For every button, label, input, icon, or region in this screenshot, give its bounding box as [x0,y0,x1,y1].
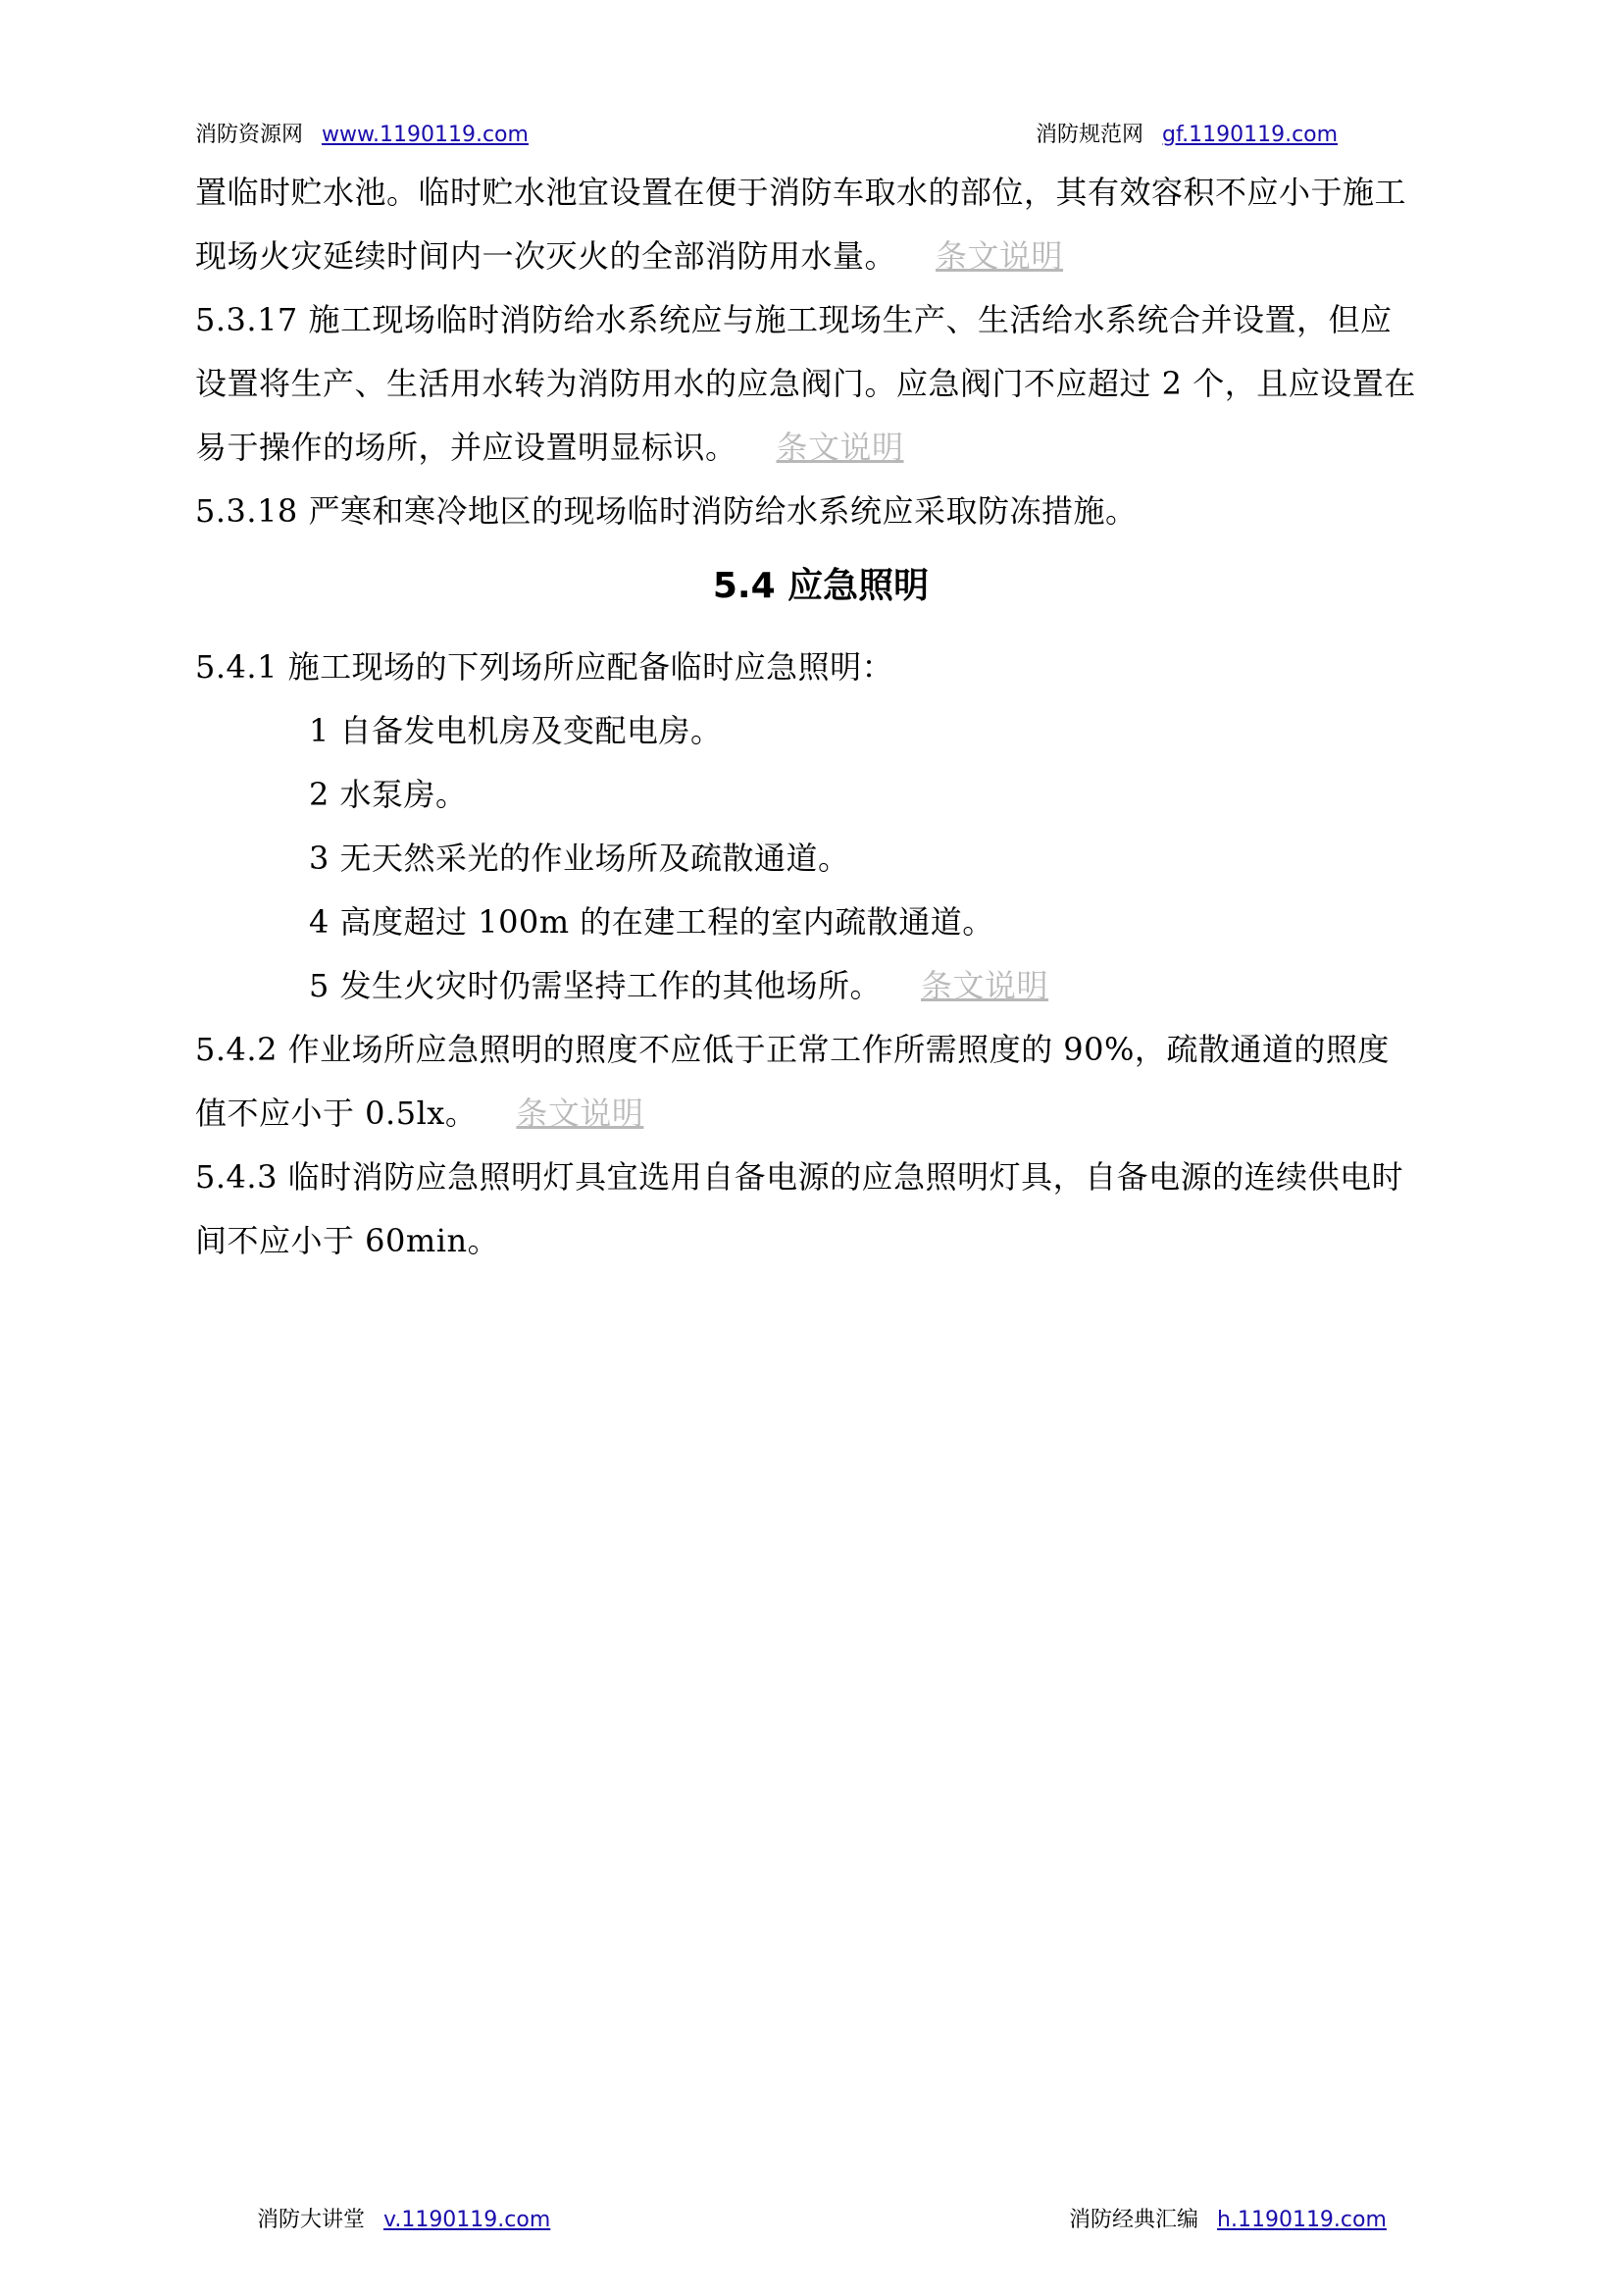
clause-explanation-link[interactable]: 条文说明 [936,237,1064,275]
clause-explanation-link[interactable]: 条文说明 [776,429,904,466]
paragraph-5-4-1: 5.4.1 施工现场的下列场所应配备临时应急照明： [195,648,894,686]
clause-explanation-link[interactable]: 条文说明 [921,967,1049,1004]
paragraph-5-3-17 [195,288,1446,480]
paragraph-5-3-18: 5.3.18 严寒和寒冷地区的现场临时消防给水系统应采取防冻措施。 [195,492,1138,530]
paragraph-5-4-2 [195,1018,1446,1146]
paragraph-5-4-3 [195,1146,1446,1273]
document-body [195,161,1446,1273]
header-right [1036,116,1338,155]
paragraph-line: 5.3.17 施工现场临时消防给水系统应与施工现场生产、生活给水系统合并设置，但应 [195,301,1393,338]
footer-left-site-name: 消防大讲堂 [257,2208,366,2232]
list-item-text: 5 发生火灾时仍需坚持工作的其他场所。 [309,967,883,1004]
paragraph-line: 易于操作的场所，并应设置明显标识。 [195,429,737,466]
section-heading: 5.4 应急照明 [712,566,930,606]
paragraph-5-3-16-continued [195,161,1446,288]
paragraph-line: 设置将生产、生活用水转为消防用水的应急阀门。应急阀门不应超过 2 个，且应设置在 [195,365,1416,402]
footer-left-link[interactable]: v.1190119.com [383,2208,551,2232]
paragraph-line: 置临时贮水池。临时贮水池宜设置在便于消防车取水的部位，其有效容积不应小于施工 [195,174,1407,211]
paragraph-line: 5.4.2 作业场所应急照明的照度不应低于正常工作所需照度的 90%，疏散通道的照度 [195,1031,1390,1068]
list-item: 1 自备发电机房及变配电房。 [309,712,723,749]
list-item: 3 无天然采光的作业场所及疏散通道。 [309,840,850,877]
header-left-link[interactable]: www.1190119.com [322,123,529,147]
list-item: 2 水泵房。 [309,776,468,813]
footer-right-site-name: 消防经典汇编 [1069,2208,1199,2232]
list-item: 4 高度超过 100m 的在建工程的室内疏散通道。 [309,903,994,941]
paragraph-line: 现场火灾延续时间内一次灭火的全部消防用水量。 [195,237,897,275]
header-right-site-name: 消防规范网 [1036,123,1144,147]
paragraph-line: 值不应小于 0.5lx。 [195,1095,478,1132]
header-left [195,116,529,155]
clause-explanation-link[interactable]: 条文说明 [516,1095,644,1132]
header-right-link[interactable]: gf.1190119.com [1162,123,1339,147]
paragraph-line: 间不应小于 60min。 [195,1222,500,1259]
paragraph-line: 5.4.3 临时消防应急照明灯具宜选用自备电源的应急照明灯具，自备电源的连续供电时 [195,1158,1404,1196]
footer-left [257,2201,550,2240]
list-item-last [195,954,1446,1018]
header-left-site-name: 消防资源网 [195,123,304,147]
footer-right [1069,2201,1387,2240]
footer-right-link[interactable]: h.1190119.com [1217,2208,1387,2232]
